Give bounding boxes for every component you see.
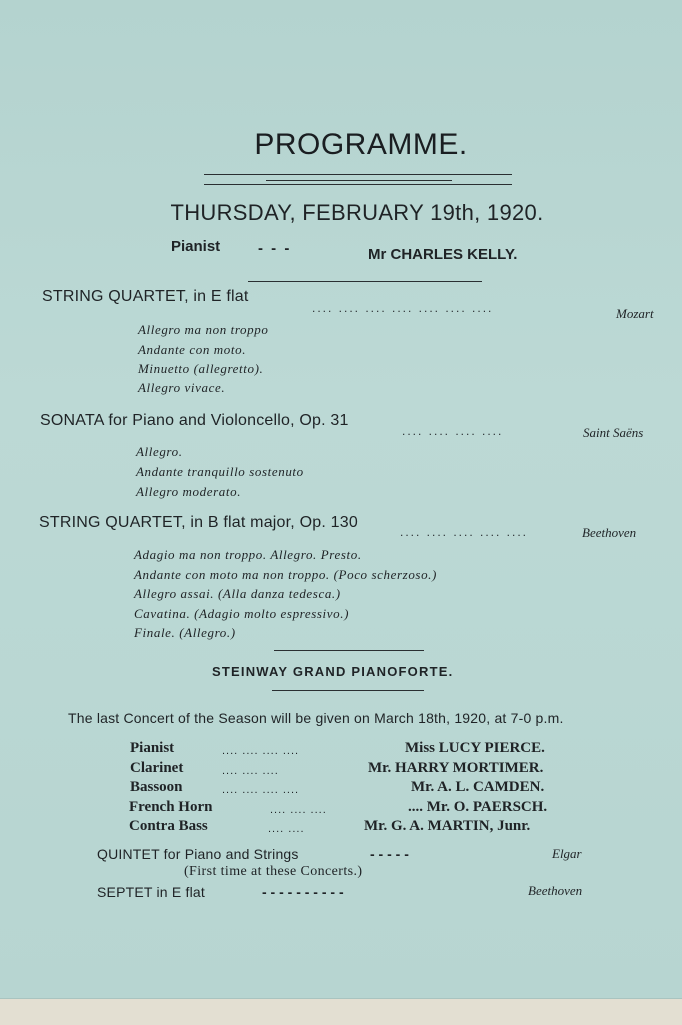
performer-instrument: French Horn <box>129 799 213 815</box>
performer-name: .... Mr. O. PAERSCH. <box>408 799 548 815</box>
performer-name: Mr. G. A. MARTIN, Junr. <box>364 818 531 834</box>
movement: Andante con moto ma non troppo. (Poco scherzoso.) <box>134 567 437 582</box>
movement: Finale. (Allegro.) <box>134 625 236 640</box>
next-piece-note: (First time at these Concerts.) <box>184 864 363 879</box>
performer-instrument: Clarinet <box>130 760 184 776</box>
movement: Allegro ma non troppo <box>138 322 269 337</box>
performer-instrument: Pianist <box>130 740 175 756</box>
next-piece-composer: Elgar <box>552 846 582 861</box>
next-piece-title: QUINTET for Piano and Strings <box>97 846 299 862</box>
performer-instrument: Contra Bass <box>129 818 208 834</box>
movement: Allegro. <box>136 444 183 459</box>
next-piece-dashes: - - - - - <box>370 846 409 862</box>
movement: Adagio ma non troppo. Allegro. Presto. <box>134 547 362 562</box>
next-concert-notice: The last Concert of the Season will be given on March 18th, 1920, at 7-0 p.m. <box>68 710 564 726</box>
movement: Andante tranquillo sostenuto <box>136 464 304 479</box>
pianist-dashes: - - - <box>258 240 292 257</box>
movement: Allegro moderato. <box>136 484 242 499</box>
title-rule-bottom <box>204 184 512 185</box>
next-piece-title: SEPTET in E flat <box>97 884 205 900</box>
title-rule-short <box>266 180 452 181</box>
piece-title: STRING QUARTET, in B flat major, Op. 130 <box>39 514 358 531</box>
piece-leader: .... .... .... .... .... .... .... <box>312 301 494 315</box>
piano-maker: STEINWAY GRAND PIANOFORTE. <box>212 664 454 679</box>
movement: Andante con moto. <box>138 342 247 357</box>
performer-instrument: Bassoon <box>130 779 183 795</box>
table-surface <box>0 998 682 1025</box>
piece-leader: .... .... .... .... .... <box>400 525 529 539</box>
performer-leader: .... .... .... .... <box>222 745 300 757</box>
concert-date: THURSDAY, FEBRUARY 19th, 1920. <box>170 200 544 225</box>
piece-title: STRING QUARTET, in E flat <box>42 288 249 305</box>
pianist-label: Pianist <box>171 238 221 255</box>
programme-title: PROGRAMME. <box>254 128 468 161</box>
next-piece-dashes: - - - - - - - - - - <box>262 884 344 900</box>
steinway-rule-bottom <box>272 690 424 691</box>
movement: Allegro assai. (Alla danza tedesca.) <box>134 586 341 601</box>
piece-composer: Mozart <box>616 306 654 321</box>
title-rule-top <box>204 174 512 175</box>
performer-leader: .... .... .... <box>222 765 279 777</box>
performer-name: Mr. HARRY MORTIMER. <box>368 760 544 776</box>
movement: Allegro vivace. <box>138 380 226 395</box>
performer-leader: .... .... <box>268 823 305 835</box>
piece-composer: Saint Saëns <box>583 425 644 440</box>
performer-name: Mr. A. L. CAMDEN. <box>411 779 545 795</box>
performer-name: Miss LUCY PIERCE. <box>405 740 545 756</box>
movement: Cavatina. (Adagio molto espressivo.) <box>134 606 350 621</box>
piece-composer: Beethoven <box>582 525 637 540</box>
performer-leader: .... .... .... <box>270 804 327 816</box>
movement: Minuetto (allegretto). <box>138 361 264 376</box>
next-piece-composer: Beethoven <box>528 883 583 898</box>
performer-leader: .... .... .... .... <box>222 784 300 796</box>
piece-title: SONATA for Piano and Violoncello, Op. 31 <box>40 412 349 429</box>
pianist-name: Mr CHARLES KELLY. <box>368 246 518 263</box>
steinway-rule-top <box>274 650 424 651</box>
piece-leader: .... .... .... .... <box>402 424 504 438</box>
header-divider <box>248 281 482 282</box>
